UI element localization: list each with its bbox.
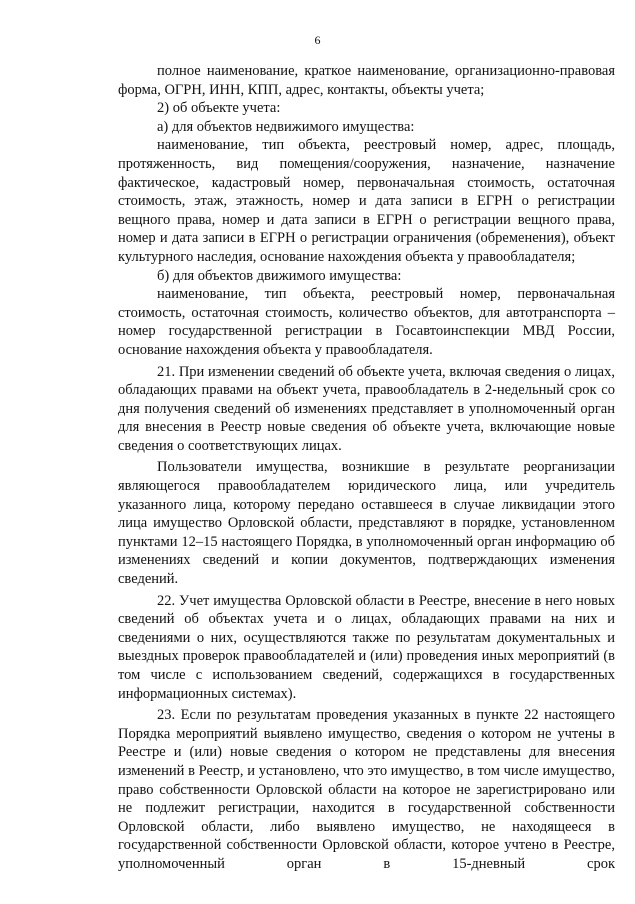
paragraph-real-estate-fields: наименование, тип объекта, реестровый номер, адрес, площадь, протяженность, вид помещения/сооружения, назначение, назначение фактическое, кадастровый номер, первоначальная стоимость, остаточная стоимость, этаж, этажность, номер и дата записи в ЕГРН о регистрации вещного права, номер и дата записи в ЕГРН о регистрации вещного права, номер и дата записи в ЕГРН о регистрации ограничения (обременения), объект культурного наследия, основание нахождения объекта у правообладателя; [118,137,615,265]
paragraph-movable-heading: б) для объектов движимого имущества: [157,267,402,284]
paragraph-users-of-property: Пользователи имущества, возникшие в результате реорганизации являющегося правообладателем юридического лица, или учредитель указанного лица, которому передано оставшееся в случае ликвидации этого лица имущество Орловской области, представляют в порядке, установленном пунктами 12–15 настоящего Порядка, в уполномоченный орган информацию об изменениях сведений и копии документов, подтверждающих изменения сведений. [118,459,615,588]
paragraph-movable-fields: наименование, тип объекта, реестровый номер, первоначальная стоимость, остаточная стоимость, количество объектов, для автотранспорта – номер государственной регистрации в Госавтоинспекции МВД России, основание нахождения объекта у правообладателя. [118,286,615,358]
paragraph-item-21: 21. При изменении сведений об объекте учета, включая сведения о лицах, обладающих правами на объект учета, правообладатель в 2-недельный срок со дня получения сведений об изменениях представляет в уполномоченный орган для внесения в Реестр новые сведения об объекте учета, включающие новые сведения о соответствующих лицах. [118,363,615,454]
paragraph-item-23: 23. Если по результатам проведения указанных в пункте 22 настоящего Порядка мероприятий выявлено имущество, сведения о котором не учтены в Реестре и (или) новые сведения о котором не представлены для внесения изменений в Реестр, и установлено, что это имущество, в том числе имущество, право собственности Орловской области на которое не зарегистрировано или не подлежит регистрации, находится в государственной собственности Орловской области, либо выявлено имущество, не находящееся в государственной собственности Орловской области, которое учтено в Реестре, уполномоченный орган в 15-дневный срок [118,707,615,872]
paragraph-owner-details: полное наименование, краткое наименование, организационно-правовая форма, ОГРН, ИНН, КПП, адрес, контакты, объекты учета; [118,63,615,98]
paragraph-object-heading: 2) об объекте учета: [157,100,281,117]
paragraph-real-estate-heading: а) для объектов недвижимого имущества: [157,118,415,135]
page-number: 6 [314,33,321,47]
paragraph-item-22: 22. Учет имущества Орловской области в Реестре, внесение в него новых сведений об объектах учета и о лицах, обладающих правами на них и сведениями о них, осуществляются также по результатам документальных и выездных проверок правообладателей и (или) проведения иных мероприятий (в том числе с использованием сведений, содержащихся в государственных информационных системах). [118,592,615,702]
document-body [118,62,615,874]
